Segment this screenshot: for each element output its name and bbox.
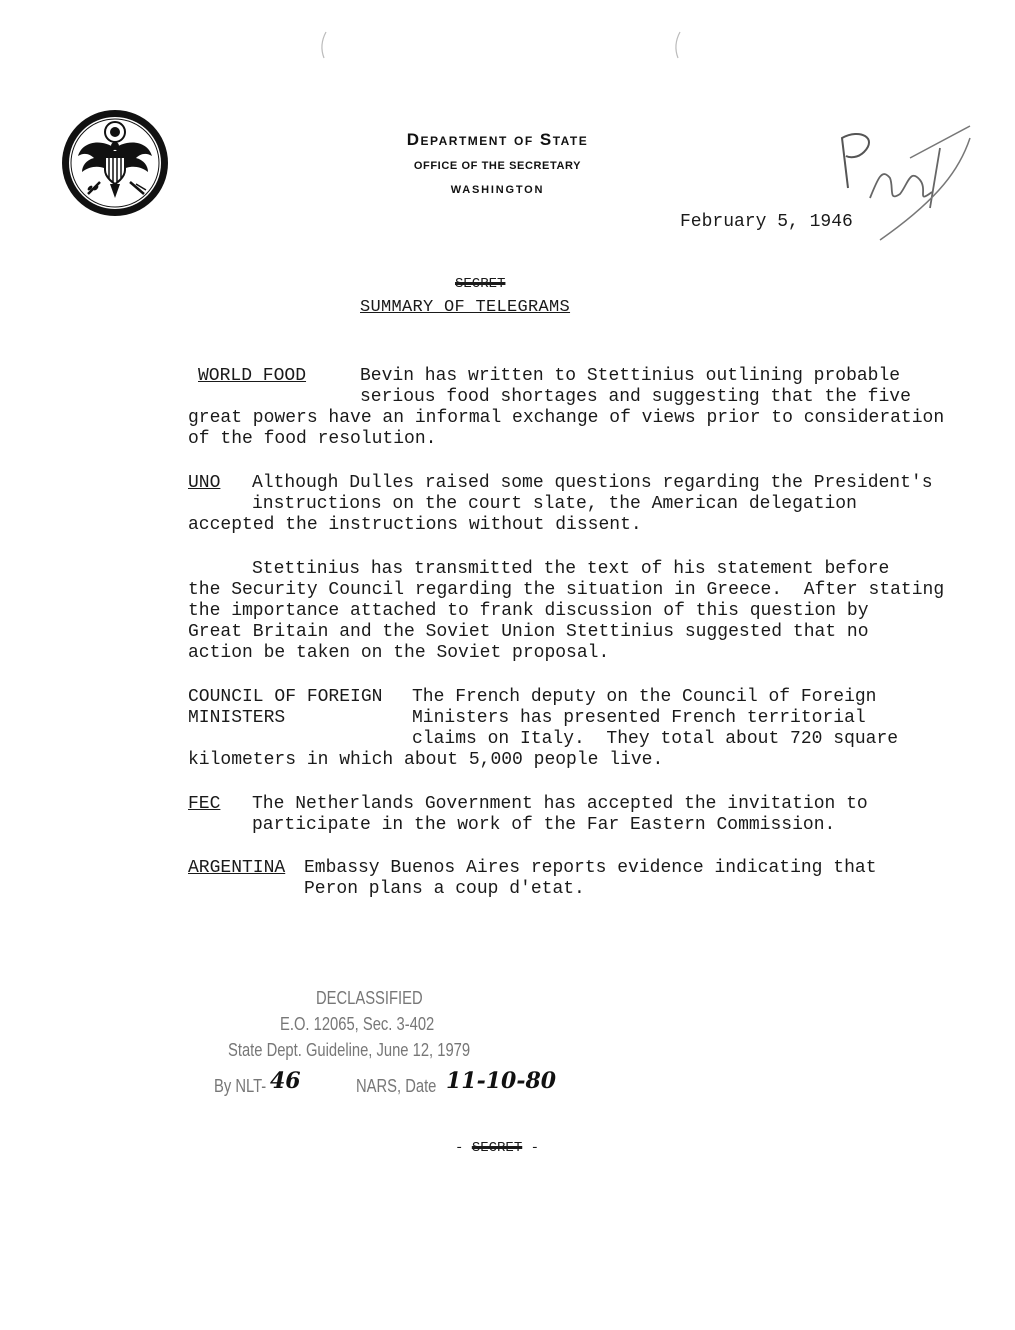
department-seal-icon [60,108,170,218]
uno-p2-line4: Great Britain and the Soviet Union Stettinius suggested that no [188,622,869,642]
world-food-line4: of the food resolution. [188,429,437,449]
classification-bottom-dash-right: - [530,1140,540,1156]
cfm-heading-line2: MINISTERS [188,708,286,728]
world-food-line1: Bevin has written to Stettinius outlining probable [360,366,901,386]
declassified-stamp-line1: DECLASSIFIED [316,988,423,1008]
scan-mark-left [318,30,328,60]
scan-mark-right [672,30,682,60]
uno-line3: accepted the instructions without dissent. [188,515,642,535]
argentina-line2: Peron plans a coup d'etat. [304,879,585,899]
uno-p2-line2: the Security Council regarding the situation in Greece. After stating [188,580,945,600]
cfm-line3: claims on Italy. They total about 720 square [412,729,899,749]
uno-p2-line3: the importance attached to frank discussion of this question by [188,601,869,621]
uno-p2-line5: action be taken on the Soviet proposal. [188,643,610,663]
fec-line2: participate in the work of the Far Eastern Commission. [252,815,836,835]
cfm-line4: kilometers in which about 5,000 people live. [188,750,664,770]
declassified-stamp-by-prefix: By NLT- [214,1076,267,1096]
uno-p2-line1: Stettinius has transmitted the text of his statement before [252,559,890,579]
world-food-line3: great powers have an informal exchange of views prior to consideration [188,408,945,428]
declassified-stamp-nars: NARS, Date [356,1076,437,1096]
world-food-heading: WORLD FOOD [198,366,307,386]
cfm-line1: The French deputy on the Council of Foreign [412,687,877,707]
document-date: February 5, 1946 [680,212,853,232]
argentina-heading: ARGENTINA [188,858,286,878]
cfm-line2: Ministers has presented French territorial [412,708,866,728]
declassified-stamp-line2: E.O. 12065, Sec. 3-402 [280,1014,435,1034]
argentina-line1: Embassy Buenos Aires reports evidence indicating that [304,858,877,878]
classification-bottom [455,1140,539,1156]
classification-top: SECRET [455,276,506,292]
cfm-heading-line1: COUNCIL OF FOREIGN [188,687,383,707]
world-food-line2: serious food shortages and suggesting that the five [360,387,911,407]
fec-heading: FEC [188,794,221,814]
classification-bottom-dash-left: - [455,1140,464,1156]
document-title: SUMMARY OF TELEGRAMS [360,298,571,317]
letterhead-city: WASHINGTON [450,184,545,196]
declassified-stamp-line3: State Dept. Guideline, June 12, 1979 [228,1040,471,1060]
declassified-stamp-by-hand: 46 [270,1068,301,1094]
fec-line1: The Netherlands Government has accepted the invitation to [252,794,868,814]
uno-heading: UNO [188,473,221,493]
uno-line2: instructions on the court slate, the American delegation [252,494,857,514]
letterhead-department: Department of State [406,130,589,149]
classification-bottom-word: SECRET [471,1140,523,1156]
letterhead-office: OFFICE OF THE SECRETARY [413,160,582,172]
declassified-stamp-date-hand: 11-10-80 [446,1068,557,1094]
uno-line1: Although Dulles raised some questions regarding the President's [252,473,933,493]
